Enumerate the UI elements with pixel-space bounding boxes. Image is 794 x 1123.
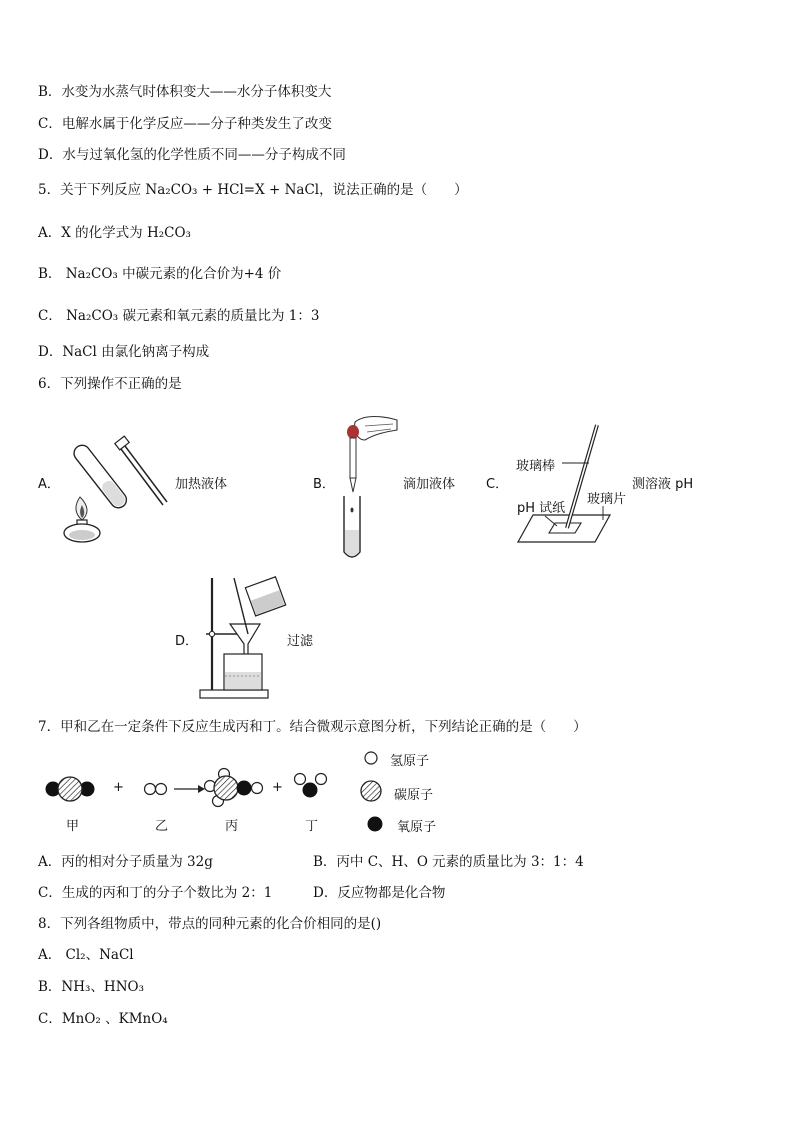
q5-option-c: C． Na₂CO₃ 碳元素和氧元素的质量比为 1：3 [38,308,320,324]
q5-stem-prefix: 5．关于下列反应 [38,182,146,198]
q6-stem: 6．下列操作不正确的是 [38,376,182,392]
q7-plus-1: + [113,780,124,795]
q6-ph-paper-label: pH 试纸 [517,501,566,516]
q5-option-a: A．X 的化学式为 H₂CO₃ [38,225,191,241]
q6-option-a-label: 加热液体 [175,477,228,492]
q7-option-b: B．丙中 C、H、O 元素的质量比为 3：1：4 [313,854,584,870]
q8-option-a: A． Cl₂、NaCl [38,947,134,963]
ph-test-figure [515,420,615,545]
q7-plus-2: + [272,780,283,795]
q5-option-b: B． Na₂CO₃ 中碳元素的化合价为+4 价 [38,266,282,282]
q7-label-bing: 丙 [225,819,239,834]
filtration-figure [198,576,290,700]
q7-label-jia: 甲 [66,819,80,834]
q6-option-a-letter: A． [38,477,60,492]
q7-option-d: D．反应物都是化合物 [313,885,446,901]
q7-option-a: A．丙的相对分子质量为 32g [38,854,213,870]
q8-stem: 8．下列各组物质中，带点的同种元素的化合价相同的是() [38,916,382,932]
heating-liquid-figure [58,425,173,543]
q6-option-b-label: 滴加液体 [403,477,456,492]
q6-option-c-label: 测溶液 pH [632,477,694,492]
q5-stem-suffix: ，说法正确的是（ ） [319,182,468,198]
q8-option-b: B．NH₃、HNO₃ [38,979,144,995]
q7-legend-carbon: 碳原子 [394,788,434,803]
q6-option-b-letter: B． [313,477,335,492]
dropping-liquid-figure [335,412,405,562]
q5-stem-formula: Na₂CO₃ + HCl=X + NaCl [145,182,320,198]
q7-label-ding: 丁 [305,819,319,834]
q7-legend-oxygen: 氧原子 [397,820,437,835]
q6-option-c-letter: C． [486,477,509,492]
q4-option-b: B．水变为水蒸气时体积变大——水分子体积变大 [38,84,332,100]
q6-option-d-label: 过滤 [287,634,314,649]
q4-option-d: D．水与过氧化氢的化学性质不同——分子构成不同 [38,147,346,163]
q7-option-c: C．生成的丙和丁的分子个数比为 2：1 [38,885,273,901]
q5-stem [38,181,468,199]
q8-option-c: C．MnO₂ 、KMnO₄ [38,1011,168,1027]
q7-legend-hydrogen: 氢原子 [390,754,430,769]
q4-option-c: C．电解水属于化学反应——分子种类发生了改变 [38,116,332,132]
q7-stem: 7．甲和乙在一定条件下反应生成丙和丁。结合微观示意图分析，下列结论正确的是（ ） [38,719,587,735]
q6-glass-rod-label: 玻璃棒 [516,459,556,474]
q6-option-d-letter: D． [175,634,199,649]
q7-label-yi: 乙 [155,819,169,834]
q5-option-d: D．NaCl 由氯化钠离子构成 [38,344,210,360]
q6-glass-plate-label: 玻璃片 [587,492,627,507]
